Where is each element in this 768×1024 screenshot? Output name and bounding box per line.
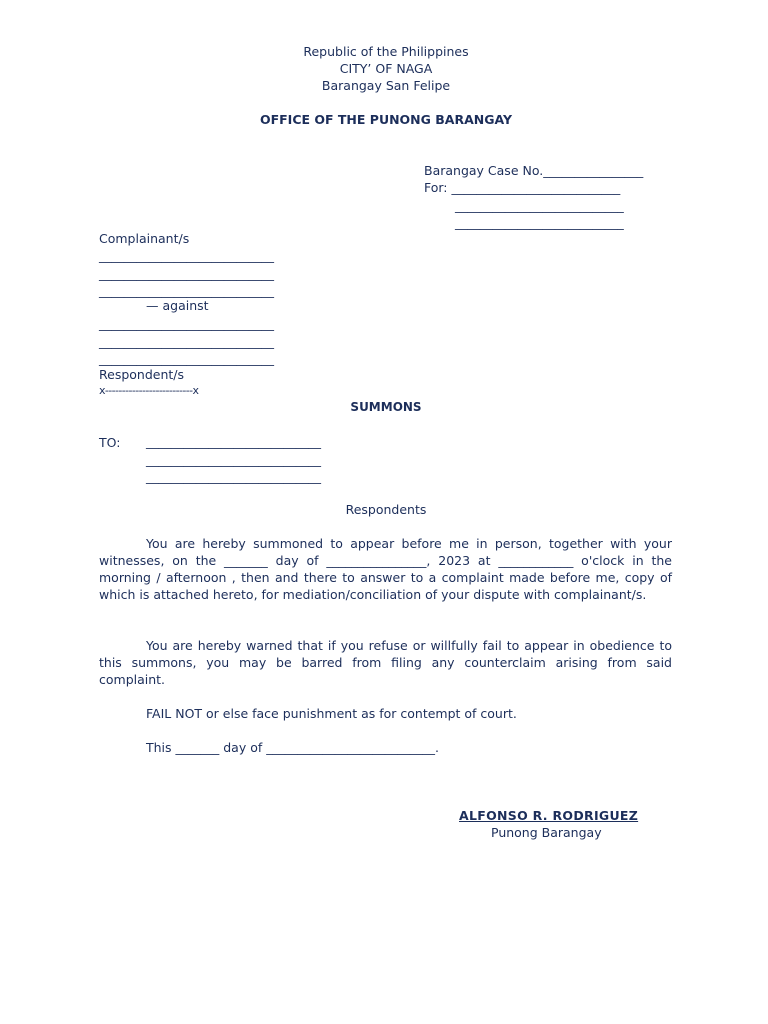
warning-paragraph: You are hereby warned that if you refuse or willfully fail to appear in obedience to this summons, you may be barred from filing any counterclaim arising from said complaint. (99, 638, 672, 687)
complainant-line: ____________________________ (99, 283, 274, 298)
office-heading: OFFICE OF THE PUNONG BARANGAY (259, 112, 513, 127)
respondent-label: Respondent/s (99, 367, 185, 382)
complainant-line: ____________________________ (99, 266, 274, 281)
to-line: ____________________________ (146, 434, 321, 449)
to-line: ____________________________ (146, 469, 321, 484)
for-field-line-3: ___________________________ (455, 215, 624, 230)
to-label: TO: (99, 435, 121, 450)
respondent-line: ____________________________ (99, 334, 274, 349)
document-title: SUMMONS (350, 400, 422, 414)
respondents-label: Respondents (345, 502, 427, 517)
case-number-field: Barangay Case No.________________ (424, 163, 644, 178)
summons-paragraph: You are hereby summoned to appear before me in person, together with your witnesses, on the _______ day of ________________, 2023 at ____________ o'clock in the morning / afternoon , then and there to answer to a complaint made before me, copy of which is attached hereto, for mediation/conciliation of your dispute with complainant/s. (99, 536, 672, 602)
barangay-heading: Barangay San Felipe (321, 78, 451, 93)
complainant-label: Complainant/s (99, 231, 190, 246)
respondent-line: ____________________________ (99, 316, 274, 331)
signatory-title: Punong Barangay (491, 825, 602, 840)
for-field-line-2: ___________________________ (455, 198, 624, 213)
city-heading: CITY’ OF NAGA (339, 61, 433, 76)
against-label: — against (146, 298, 209, 313)
date-line: This _______ day of ___________________________. (146, 740, 439, 755)
signatory-name: ALFONSO R. RODRIGUEZ (459, 808, 639, 823)
for-field-line-1: For: ___________________________ (424, 180, 621, 195)
to-line: ____________________________ (146, 452, 321, 467)
complainant-line: ____________________________ (99, 248, 274, 263)
caption-separator: x--------------------------x (99, 384, 199, 397)
respondent-line: ____________________________ (99, 351, 274, 366)
fail-not-paragraph: FAIL NOT or else face punishment as for contempt of court. (146, 706, 517, 721)
republic-heading: Republic of the Philippines (303, 44, 469, 59)
